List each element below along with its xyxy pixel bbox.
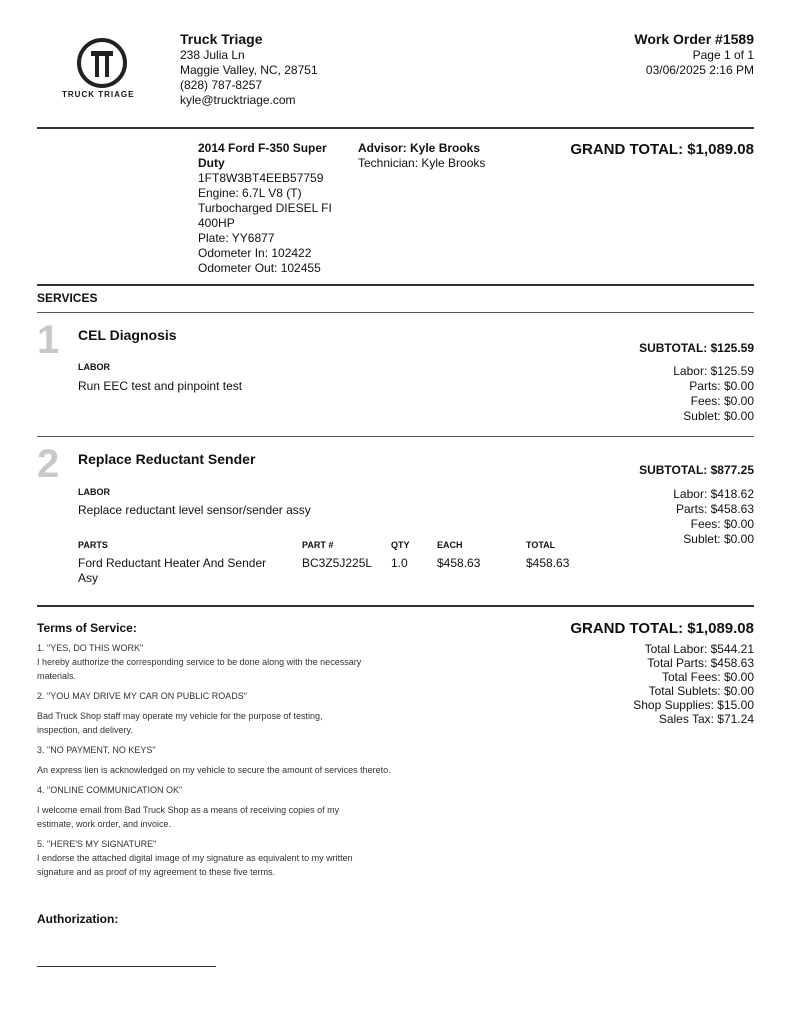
shop-info [180,30,318,108]
shop-phone: (828) 787-8257 [180,78,263,92]
term-heading: 4. "ONLINE COMMUNICATION OK" [37,785,183,795]
part-number: BC3Z5J225L [302,556,373,570]
service-labor: Labor: $418.62 [673,487,754,501]
terms-of-service [37,621,391,879]
labor-label: LABOR [78,362,110,372]
service-parts: Parts: $458.63 [675,502,754,516]
part-name: Ford Reductant Heater And Sender Asy [78,556,267,585]
technician: Technician: Kyle Brooks [358,156,486,170]
logo-icon [77,38,127,88]
service-fees: Fees: $0.00 [690,394,754,408]
totals-summary [633,642,754,726]
terms-title: Terms of Service: [37,621,137,635]
shop-address2: Maggie Valley, NC, 28751 [180,63,318,77]
service-sublet: Sublet: $0.00 [683,532,754,546]
vehicle-name: 2014 Ford F-350 Super Duty [198,141,327,170]
total-fees: Total Fees: $0.00 [661,670,754,684]
page-number: Page 1 of 1 [692,48,754,62]
grand-total-bottom: GRAND TOTAL: $1,089.08 [570,620,754,637]
term-text: Bad Truck Shop staff may operate my vehicle for the purpose of testing, inspection, and delivery. [37,711,323,735]
part-each: $458.63 [437,556,481,570]
service-number: 2 [37,442,60,486]
odometer-in: Odometer In: 102422 [198,246,312,260]
order-date: 03/06/2025 2:16 PM [645,63,754,77]
shop-email: kyle@trucktriage.com [180,93,296,107]
labor-description: Replace reductant level sensor/sender assy [78,503,311,517]
qty-header: QTY [391,540,410,550]
total-sublets: Total Sublets: $0.00 [648,684,754,698]
divider [37,605,754,607]
divider [37,436,754,437]
shop-supplies: Shop Supplies: $15.00 [633,698,754,712]
term-heading: 5. "HERE'S MY SIGNATURE" [37,839,157,849]
work-order-title: Work Order #1589 [634,31,754,47]
service-title: Replace Reductant Sender [78,451,256,467]
term-heading: 2. "YOU MAY DRIVE MY CAR ON PUBLIC ROADS" [37,691,247,701]
service-title: CEL Diagnosis [78,327,177,343]
vehicle-vin: 1FT8W3BT4EEB57759 [198,171,324,185]
service-fees: Fees: $0.00 [690,517,754,531]
signature-line [37,966,216,967]
term-text: I welcome email from Bad Truck Shop as a means of receiving copies of my estimate, work order, and invoice. [37,805,340,829]
part-total: $458.63 [526,556,570,570]
grand-total-top: GRAND TOTAL: $1,089.08 [570,141,754,158]
service-subtotal: SUBTOTAL: $125.59 [639,341,754,355]
term-heading: 1. "YES, DO THIS WORK" [37,643,144,653]
term-heading: 3. "NO PAYMENT, NO KEYS" [37,745,156,755]
divider [37,127,754,129]
part-qty: 1.0 [391,556,408,570]
vehicle-engine: Engine: 6.7L V8 (T) Turbocharged DIESEL FI 400HP [198,186,332,230]
shop-address1: 238 Julia Ln [180,48,245,62]
divider [37,284,754,286]
term-text: I endorse the attached digital image of my signature as equivalent to my written signature and as proof of my agreement to these five terms. [37,853,353,877]
odometer-out: Odometer Out: 102455 [198,261,321,275]
divider [37,312,754,313]
total-header: TOTAL [526,540,556,550]
term-text: An express lien is acknowledged on my vehicle to secure the amount of services thereto. [37,765,391,775]
sales-tax: Sales Tax: $71.24 [658,712,754,726]
advisor: Advisor: Kyle Brooks [358,141,481,155]
service-number: 1 [37,318,60,362]
vehicle-plate: Plate: YY6877 [198,231,275,245]
labor-label: LABOR [78,487,110,497]
total-labor: Total Labor: $544.21 [644,642,754,656]
total-parts: Total Parts: $458.63 [647,656,754,670]
logo-text: TRUCK TRIAGE [62,90,135,99]
part-number-header: PART # [302,540,334,550]
each-header: EACH [437,540,463,550]
shop-name: Truck Triage [180,31,263,47]
services-label: SERVICES [37,291,98,305]
service-labor: Labor: $125.59 [673,364,754,378]
service-parts: Parts: $0.00 [689,379,754,393]
term-text: I hereby authorize the corresponding service to be done along with the necessary materials. [37,657,362,681]
service-sublet: Sublet: $0.00 [683,409,754,423]
service-subtotal: SUBTOTAL: $877.25 [639,463,754,477]
authorization-label: Authorization: [37,912,119,926]
parts-header: PARTS [78,540,108,550]
labor-description: Run EEC test and pinpoint test [78,379,243,393]
